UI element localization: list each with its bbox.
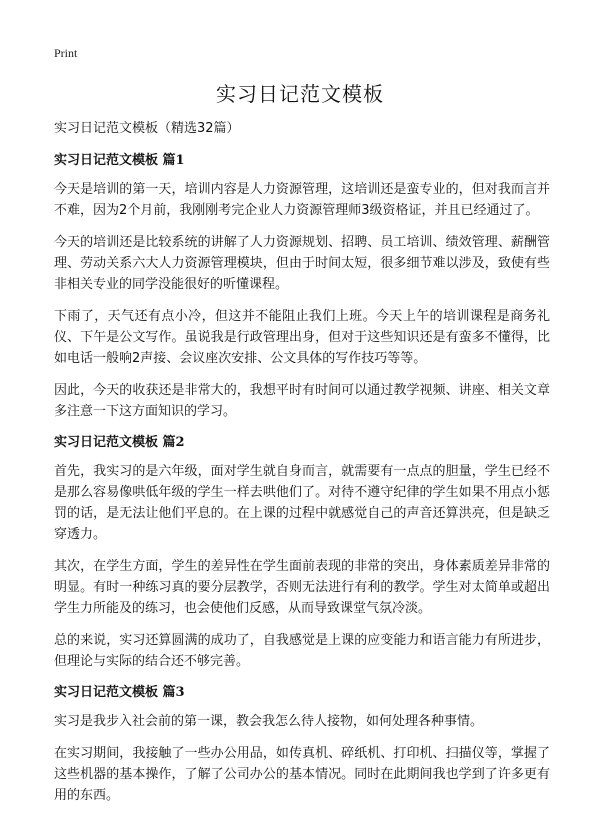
section-heading: 实习日记范文模板 篇1	[54, 153, 185, 168]
paragraph: 今天是培训的第一天，培训内容是人力资源管理，这培训还是蛮专业的，但对我而言并不难，因为2个月前，我刚刚考完企业人力资源管理师3级资格证，并且已经通过了。	[54, 182, 550, 218]
section-heading: 实习日记范文模板 篇2	[54, 435, 185, 450]
document-subtitle: 实习日记范文模板（精选32篇）	[54, 121, 240, 136]
paragraph: 总的来说，实习还算圆满的成功了，自我感觉是上课的应变能力和语言能力有所进步，但理论与实际的结合还不够完善。	[54, 633, 550, 669]
section-heading: 实习日记范文模板 篇3	[54, 685, 185, 700]
document-title: 实习日记范文模板	[216, 82, 384, 106]
section-3	[54, 683, 550, 806]
paragraph: 因此，今天的收获还是非常大的，我想平时有时间可以通过教学视频、讲座、相关文章多注意一下这方面知识的学习。	[54, 383, 550, 419]
paragraph: 实习是我步入社会前的第一课，教会我怎么待人接物，如何处理各种事情。	[54, 714, 484, 729]
paragraph: 其次，在学生方面，学生的差异性在学生面前表现的非常的突出，身体素质差异非常的明显。有时一种练习真的要分层教学，否则无法进行有利的教学。学生对太简单或超出学生力所能及的练习，也会使他们反感，从而导致课堂气氛冷淡。	[54, 559, 550, 616]
paragraph: 首先，我实习的是六年级，面对学生就自身而言，就需要有一点点的胆量，学生已经不是那么容易像哄低年级的学生一样去哄他们了。对待不遵守纪律的学生如果不用点小惩罚的话，是无法让他们平息的。在上课的过程中就感觉自己的声音还算洪亮，但是缺乏穿透力。	[54, 464, 550, 542]
section-1	[54, 151, 550, 422]
paragraph: 在实习期间，我接触了一些办公用品，如传真机、碎纸机、打印机、扫描仪等，掌握了这些机器的基本操作，了解了公司办公的基本情况。同时在此期间我也学到了许多更有用的东西。	[54, 746, 550, 803]
print-label: Print	[54, 46, 78, 60]
section-2	[54, 433, 550, 672]
paragraph: 下雨了，天气还有点小冷，但这并不能阻止我们上班。今天上午的培训课程是商务礼仪、下午是公文写作。虽说我是行政管理出身，但对于这些知识还是有蛮多不懂得，比如电话一般响2声接、会议座次安排、公文具体的写作技巧等等。	[54, 309, 550, 366]
paragraph: 今天的培训还是比较系统的讲解了人力资源规划、招聘、员工培训、绩效管理、薪酬管理、劳动关系六大人力资源管理模块，但由于时间太短，很多细节难以涉及，致使有些非相关专业的同学没能很好的听懂课程。	[54, 235, 550, 292]
document-body	[54, 119, 550, 817]
